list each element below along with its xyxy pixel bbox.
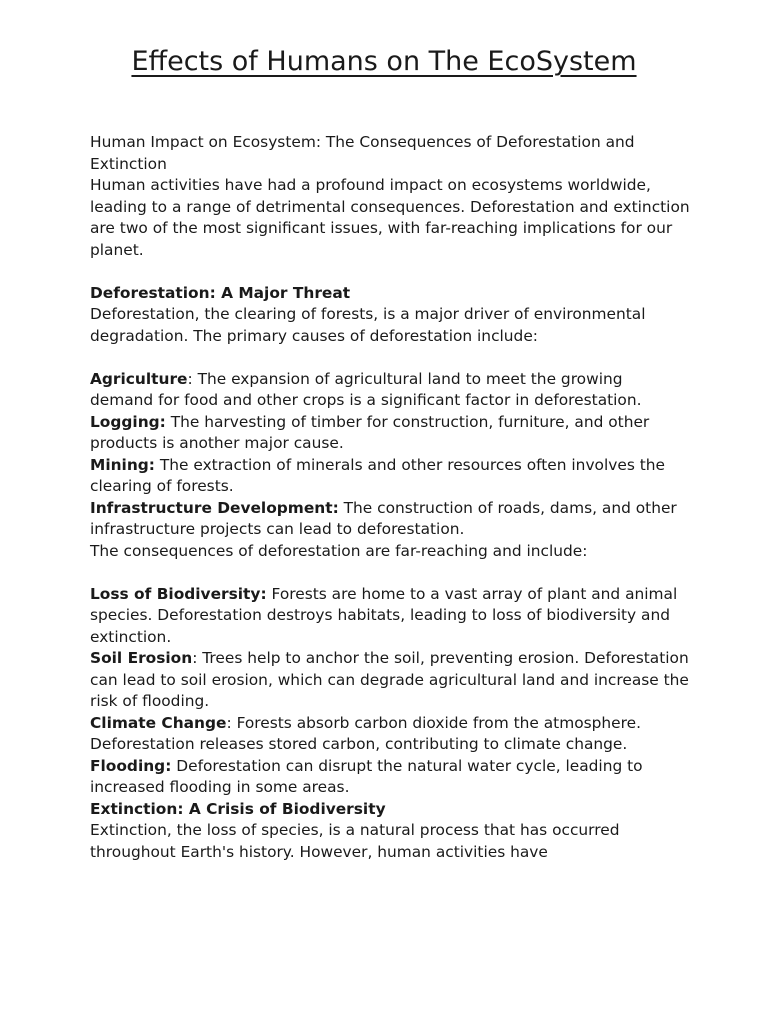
intro-heading: Human Impact on Ecosystem: The Consequences of Deforestation and Extinction — [90, 133, 635, 173]
consequence-text: Deforestation can disrupt the natural water cycle, leading to increased flooding in some areas. — [90, 756, 643, 796]
consequence-item — [90, 584, 690, 649]
consequences-intro: The consequences of deforestation are far-reaching and include: — [90, 541, 588, 560]
page-title: Effects of Humans on The EcoSystem — [131, 46, 637, 77]
consequence-text: Forests are home to a vast array of plant and animal species. Deforestation destroys habitats, leading to loss of biodiversity and extinction. — [90, 584, 678, 646]
consequence-item: Soil Erosion: Trees help to anchor the soil, preventing erosion. Deforestation can lead to soil erosion, which can degrade agricultural land and increase the risk of flooding. — [90, 649, 689, 710]
cause-text: The harvesting of timber for construction, furniture, and other products is another major cause. — [90, 412, 650, 452]
extinction-heading: Extinction: A Crisis of Biodiversity — [90, 799, 386, 818]
deforestation-intro: Deforestation, the clearing of forests, is a major driver of environmental degradation. The primary causes of deforestation include: — [90, 305, 646, 345]
cause-term: Logging: — [90, 412, 166, 431]
consequence-term: Soil Erosion — [90, 649, 193, 667]
cause-text: The extraction of minerals and other resources often involves the clearing of forests. — [90, 455, 665, 495]
cause-item — [90, 412, 690, 455]
cause-item: Agriculture: The expansion of agricultural land to meet the growing demand for food and other crops is a significant factor in deforestation. — [90, 369, 642, 409]
cause-term: Infrastructure Development: — [90, 498, 339, 517]
consequence-term: Climate Change — [90, 713, 227, 732]
cause-text: The expansion of agricultural land to meet the growing demand for food and other crops is a significant factor in deforestation. — [90, 369, 642, 409]
consequence-term: Loss of Biodiversity: — [90, 584, 267, 603]
extinction-text: Extinction, the loss of species, is a natural process that has occurred throughout Earth's history. However, human activities have — [90, 821, 620, 861]
consequence-term: Flooding: — [90, 756, 172, 775]
consequence-item — [90, 756, 690, 799]
cause-term: Agriculture — [90, 369, 188, 388]
cause-item — [90, 455, 690, 498]
consequence-item: Climate Change: Forests absorb carbon dioxide from the atmosphere. Deforestation releases stored carbon, contributing to climate change. — [90, 713, 641, 753]
spacer — [90, 347, 690, 369]
spacer — [90, 261, 690, 283]
cause-item — [90, 498, 690, 541]
deforestation-heading: Deforestation: A Major Threat — [90, 283, 351, 302]
cause-term: Mining: — [90, 455, 155, 474]
spacer — [90, 562, 690, 584]
consequence-text: Forests absorb carbon dioxide from the atmosphere. Deforestation releases stored carbon, contributing to climate change. — [90, 713, 641, 753]
intro-text: Human activities have had a profound impact on ecosystems worldwide, leading to a range of detrimental consequences. Deforestation and extinction are two of the most significant issues, with far-reaching implications for our planet. — [90, 176, 690, 259]
consequence-text: Trees help to anchor the soil, preventing erosion. Deforestation can lead to soil erosion, which can degrade agricultural land and increase the risk of flooding. — [90, 649, 689, 710]
cause-text: The construction of roads, dams, and other infrastructure projects can lead to deforestation. — [90, 498, 677, 538]
document-body — [90, 132, 690, 863]
